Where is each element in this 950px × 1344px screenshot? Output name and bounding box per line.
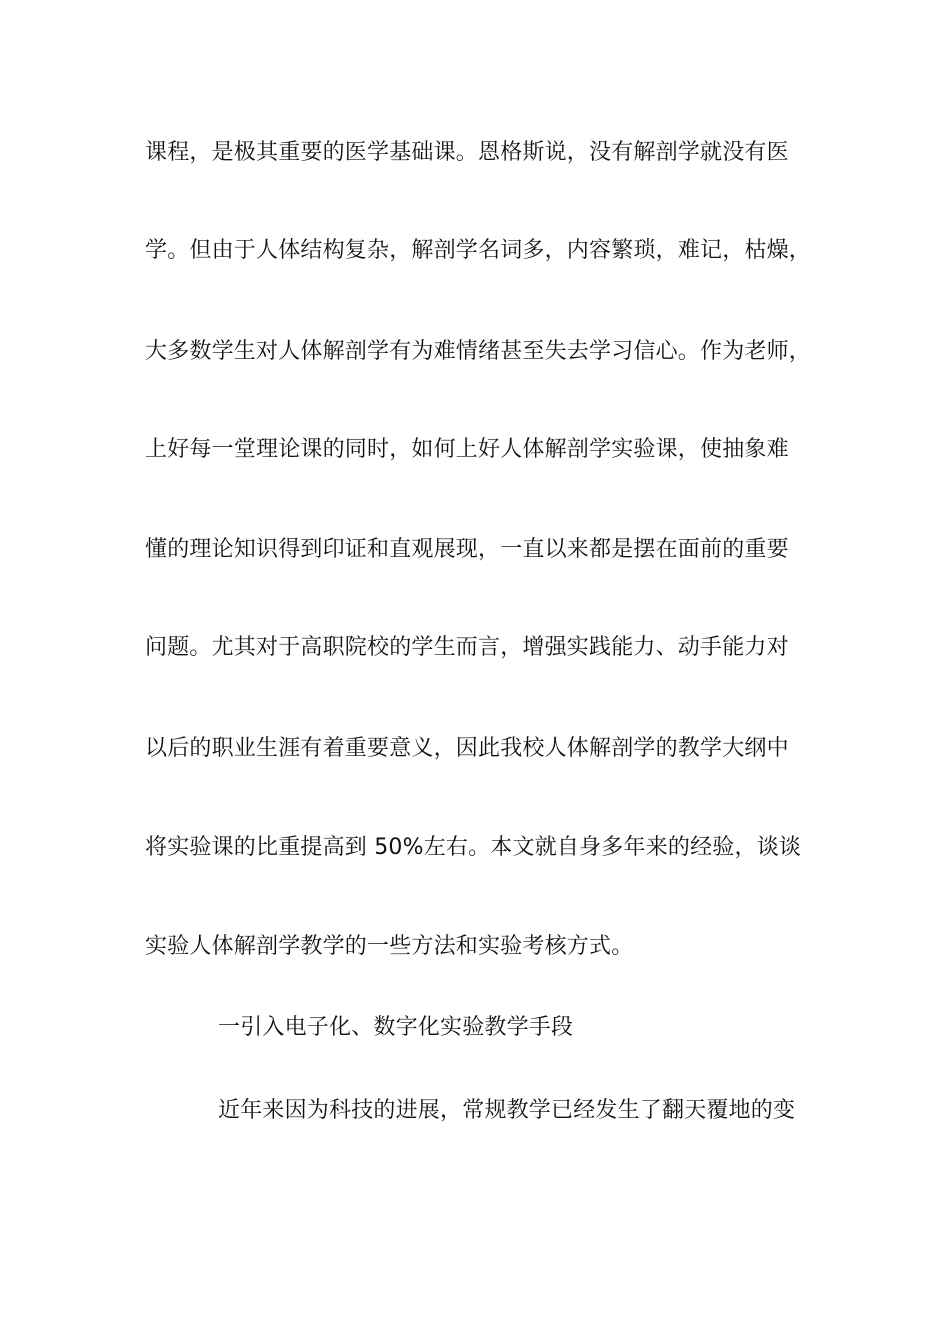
body-text-line: 近年来因为科技的进展，常规教学已经发生了翻天覆地的变	[218, 1098, 796, 1123]
body-text-line: 学。但由于人体结构复杂，解剖学名词多，内容繁琐，难记，枯燥，	[145, 238, 812, 263]
body-text-line: 将实验课的比重提高到 50%左右。本文就自身多年来的经验，谈谈	[145, 835, 802, 860]
body-text-line: 以后的职业生涯有着重要意义，因此我校人体解剖学的教学大纲中	[145, 736, 789, 761]
body-text-line: 课程，是极其重要的医学基础课。恩格斯说，没有解剖学就没有医	[145, 140, 789, 165]
body-text-line: 大多数学生对人体解剖学有为难情绪甚至失去学习信心。作为老师，	[145, 339, 812, 364]
section-heading: 一引入电子化、数字化实验教学手段	[218, 1015, 574, 1040]
body-text-line: 实验人体解剖学教学的一些方法和实验考核方式。	[145, 934, 634, 959]
body-text-line: 上好每一堂理论课的同时，如何上好人体解剖学实验课，使抽象难	[145, 437, 789, 462]
body-text-line: 问题。尤其对于高职院校的学生而言，增强实践能力、动手能力对	[145, 635, 789, 660]
body-text-line: 懂的理论知识得到印证和直观展现，一直以来都是摆在面前的重要	[145, 537, 789, 562]
